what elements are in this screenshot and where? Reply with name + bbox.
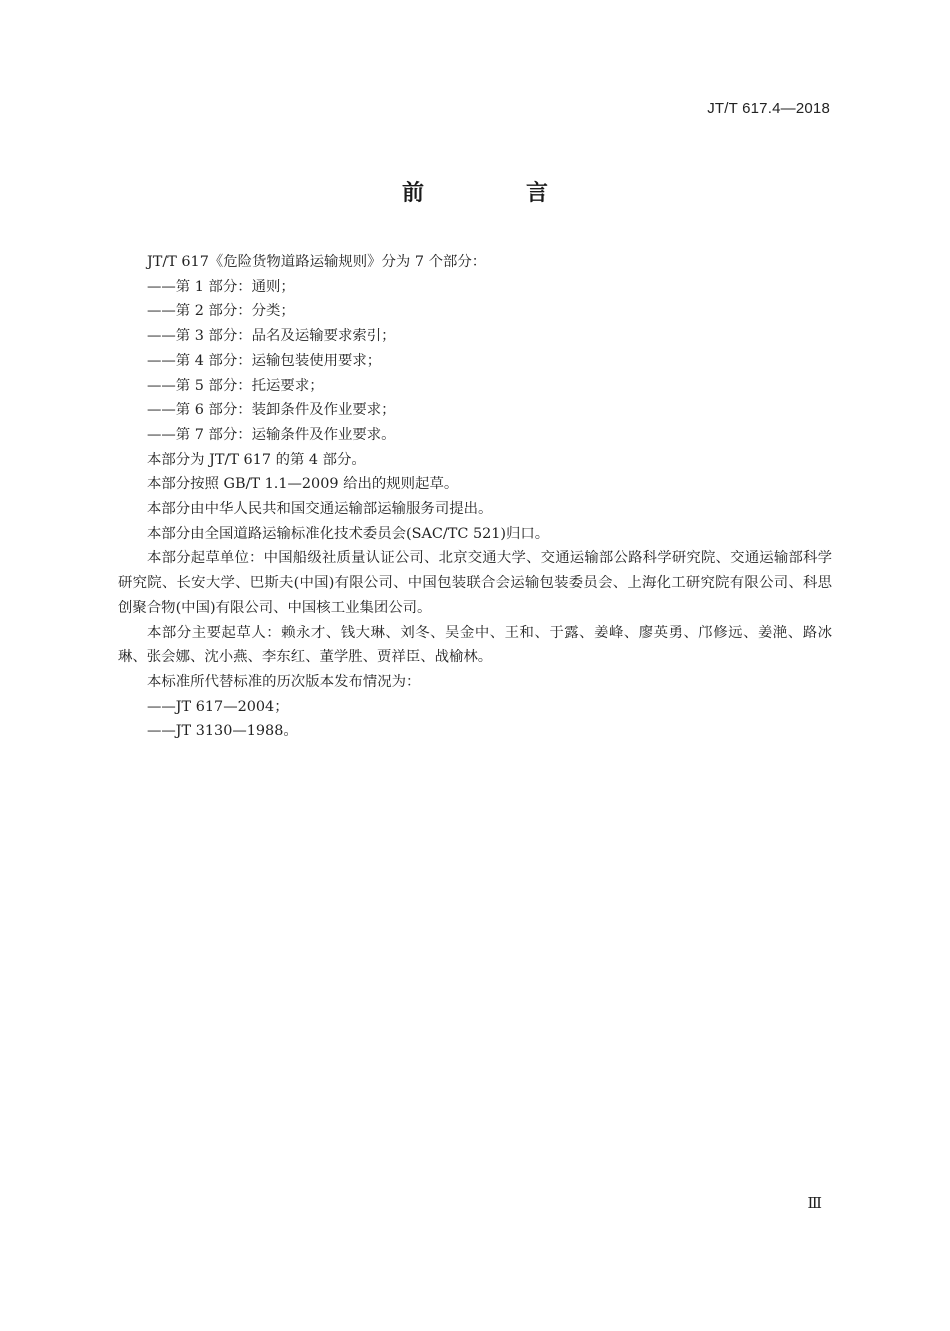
- paragraph-drafters: 本部分主要起草人：赖永才、钱大琳、刘冬、吴金中、王和、于露、姜峰、廖英勇、邝修远、姜滟、路冰琳、张会娜、沈小燕、李东红、董学胜、贾祥臣、战榆林。: [118, 624, 832, 666]
- paragraph-drafting-rules: 本部分按照 GB/T 1.1—2009 给出的规则起草。: [147, 476, 459, 493]
- page-number: Ⅲ: [807, 1194, 822, 1212]
- list-item-version-1988: ——JT 3130—1988。: [147, 723, 298, 740]
- list-item-part-4: ——第 4 部分：运输包装使用要求；: [147, 352, 382, 369]
- page-title: 前 言: [401, 181, 588, 206]
- list-item-part-3: ——第 3 部分：品名及运输要求索引；: [147, 328, 396, 345]
- list-item-part-1: ——第 1 部分：通则；: [147, 278, 295, 295]
- list-item-part-6: ——第 6 部分：装卸条件及作业要求；: [147, 402, 396, 419]
- list-item-part-5: ——第 5 部分：托运要求；: [147, 377, 324, 394]
- paragraph-proposer: 本部分由中华人民共和国交通运输部运输服务司提出。: [147, 501, 493, 518]
- paragraph-part-statement: 本部分为 JT/T 617 的第 4 部分。: [147, 451, 366, 468]
- paragraph-committee: 本部分由全国道路运输标准化技术委员会(SAC/TC 521)归口。: [147, 525, 550, 542]
- paragraph-version-history: 本标准所代替标准的历次版本发布情况为：: [147, 673, 421, 690]
- standard-code: JT/T 617.4—2018: [707, 100, 830, 117]
- list-item-version-2004: ——JT 617—2004；: [147, 698, 289, 715]
- paragraph-intro: JT/T 617《危险货物道路运输规则》分为 7 个部分：: [147, 254, 487, 270]
- document-body: [118, 250, 832, 744]
- list-item-part-7: ——第 7 部分：运输条件及作业要求。: [147, 426, 396, 443]
- paragraph-drafting-units: 本部分起草单位：中国船级社质量认证公司、北京交通大学、交通运输部公路科学研究院、交通运输部科学研究院、长安大学、巴斯夫(中国)有限公司、中国包装联合会运输包装委员会、上海化工研究院有限公司、科思创聚合物(中国)有限公司、中国核工业集团公司。: [118, 550, 832, 616]
- list-item-part-2: ——第 2 部分：分类；: [147, 303, 295, 320]
